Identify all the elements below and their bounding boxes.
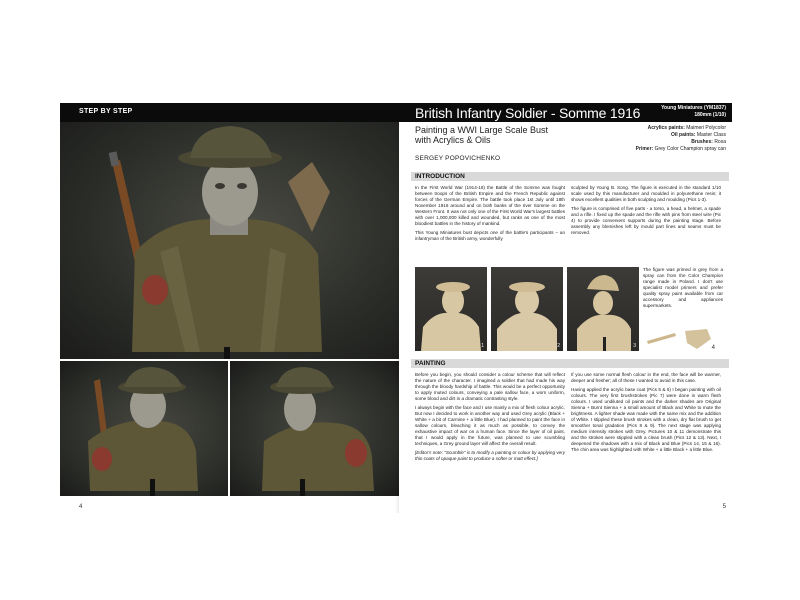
side-view-photo-right — [230, 361, 399, 496]
author-name: SERGEY POPOVICHENKO — [415, 155, 501, 162]
manufacturer-line: Young Miniatures (YM1837) — [661, 105, 726, 111]
materials-item: Acrylics paints: Maimeri Polycolor — [647, 125, 726, 131]
introduction-column-2 — [571, 185, 721, 239]
paragraph: This Young Miniatures bust depicts one of the battle's participants – an infantryman of the British army, wonderfully — [415, 230, 565, 241]
painting-column-1 — [415, 372, 565, 465]
materials-item: Oil paints: Master Class — [670, 132, 726, 138]
paragraph: Before you begin, you should consider a colour scheme that will reflect the nature of the character. I imagined a soldier that had made his way through the bloody hardship of battle. This would be a perfect opportunity to apply muted colours, conveying a pale sallow face, a worn uniform, some blood and dirt in a dramatic contrasting style. — [415, 372, 565, 401]
soldier-bust-right-profile-image — [230, 361, 399, 496]
left-page-header — [60, 103, 399, 122]
paragraph: The figure is comprised of five parts - a torso, a head, a helmet, a spade and a rifle. I fixed up the spade and the rifle with pins from steel wire (Pic 4) to provide convenient supports during the painting stage. Before assembly any blemishes left by mould part lines and seams must be removed. — [571, 206, 721, 235]
spade-and-rifle-parts-image — [645, 327, 715, 351]
painting-heading-bar — [411, 359, 729, 368]
right-page — [399, 103, 732, 513]
introduction-heading: INTRODUCTION — [415, 173, 465, 180]
pic-1 — [415, 267, 487, 351]
painting-column-2 — [571, 372, 721, 456]
materials-item: Brushes: Rosa — [691, 139, 726, 145]
painting-heading: PAINTING — [415, 360, 446, 367]
soldier-bust-front-image — [60, 122, 399, 359]
materials-list — [636, 125, 726, 153]
left-page — [60, 103, 399, 513]
editors-note: [Editor's note: "Scumble" is to modify a painting or colour by applying very thin coats of opaque paint to produce a softer or matt effect.] — [415, 450, 565, 461]
scale-line: 180mm (1/10) — [694, 112, 726, 118]
pic-2 — [491, 267, 563, 351]
paragraph: If you use some normal flesh colour in the end, the face will be warmer, deeper and fresher; all of these I wanted to avoid in this case. — [571, 372, 721, 383]
unpainted-bust-back-image — [567, 267, 639, 351]
left-page-number: 4 — [79, 504, 83, 510]
introduction-column-1 — [415, 185, 565, 245]
unpainted-bust-image — [415, 267, 487, 351]
right-page-number: 5 — [722, 504, 726, 510]
paragraph: sculpted by Young B. Song. The figure is executed in the standard 1/10 scale used by this manufacturer and moulded in polyurethane resin; it shows excellent qualities in both sculpting and moulding (Pics 1-3). — [571, 185, 721, 202]
article-title: British Infantry Soldier - Somme 1916 — [415, 105, 641, 121]
figure-parts-photos — [415, 267, 639, 351]
paragraph: Having applied the acrylic base coat (Pics 5 & 6) I began painting with oil colours. The very first brushstrokes (Pic 7) were done in warm flesh colours. I used undiluted oil paints and the darker shades are Original Sienna + Burnt Sienna + a small amount of Black and White to mute the brightness. A lighter shade was made with the same mix and the addition of White. I stippled these brush strokes with a clean, dry flat brush to get smoother tonal gradation (Pics 8 & 9). The next stage was applying medium intensity strokes with Grey. Pictures 10 & 11 demonstrate this and the strokes were stippled with a clean brush (Pics 12 & 13). Next, I deepened the shadows with a mix of Black and Blue (Pics 14, 15 & 16). The chin area was highlighted with White + a little Black + a little Blue. — [571, 387, 721, 452]
pic-3 — [567, 267, 639, 351]
main-bust-photo — [60, 122, 399, 359]
pic-label: 1 — [481, 343, 484, 349]
article-subtitle: Painting a WWI Large Scale Bust with Acrylics & Oils — [415, 125, 549, 145]
introduction-heading-bar — [411, 172, 729, 181]
manufacturer-info — [661, 105, 726, 119]
pic-label: 4 — [711, 345, 715, 351]
magazine-spread — [60, 103, 732, 513]
side-view-photo-left — [60, 361, 228, 496]
right-page-header — [399, 103, 732, 122]
pic-4 — [645, 327, 715, 351]
unpainted-bust-angle-image — [491, 267, 563, 351]
materials-item: Primer: Grey Color Champion spray can — [635, 146, 726, 152]
soldier-bust-left-profile-image — [60, 361, 228, 496]
primer-paragraph — [643, 267, 723, 312]
section-label: STEP BY STEP — [79, 108, 133, 115]
pic-label: 2 — [557, 343, 560, 349]
pic-label: 3 — [633, 343, 636, 349]
paragraph: In the First World War (1914-18) the Battle of the Somme was fought between troops of the British Empire and the French Republic against forces of the German Empire. The battle took place 1st July until 18th November 1916 around and on both banks of the river Somme on the Western Front. It was not only one of the First World War's largest battles with over 1,000,000 killed and wounded, but ranks as one of the most bloodiest battles in the history of mankind. — [415, 185, 565, 226]
paragraph: I always begin with the face and I use mainly a mix of flesh colour acrylic. But now I decided to work in another way and used Grey acrylic (Black + White + a bit of Carmine + a little Blue). I had planned to paint the face in sallow colours, bleaching it as much as possible, to convey the exhaustive impact of war on a human face. Since the layer of oil paint, that I would apply in the future, was planned to use scumbling techniques, a Grey ground layer will affect the overall result. — [415, 405, 565, 446]
paragraph: The figure was primed in grey from a spray can from the Color Champion range made in Poland. I don't use specialist model primers and prefer quality spray paint available from car accessory and appliances supermarkets. — [643, 267, 723, 308]
